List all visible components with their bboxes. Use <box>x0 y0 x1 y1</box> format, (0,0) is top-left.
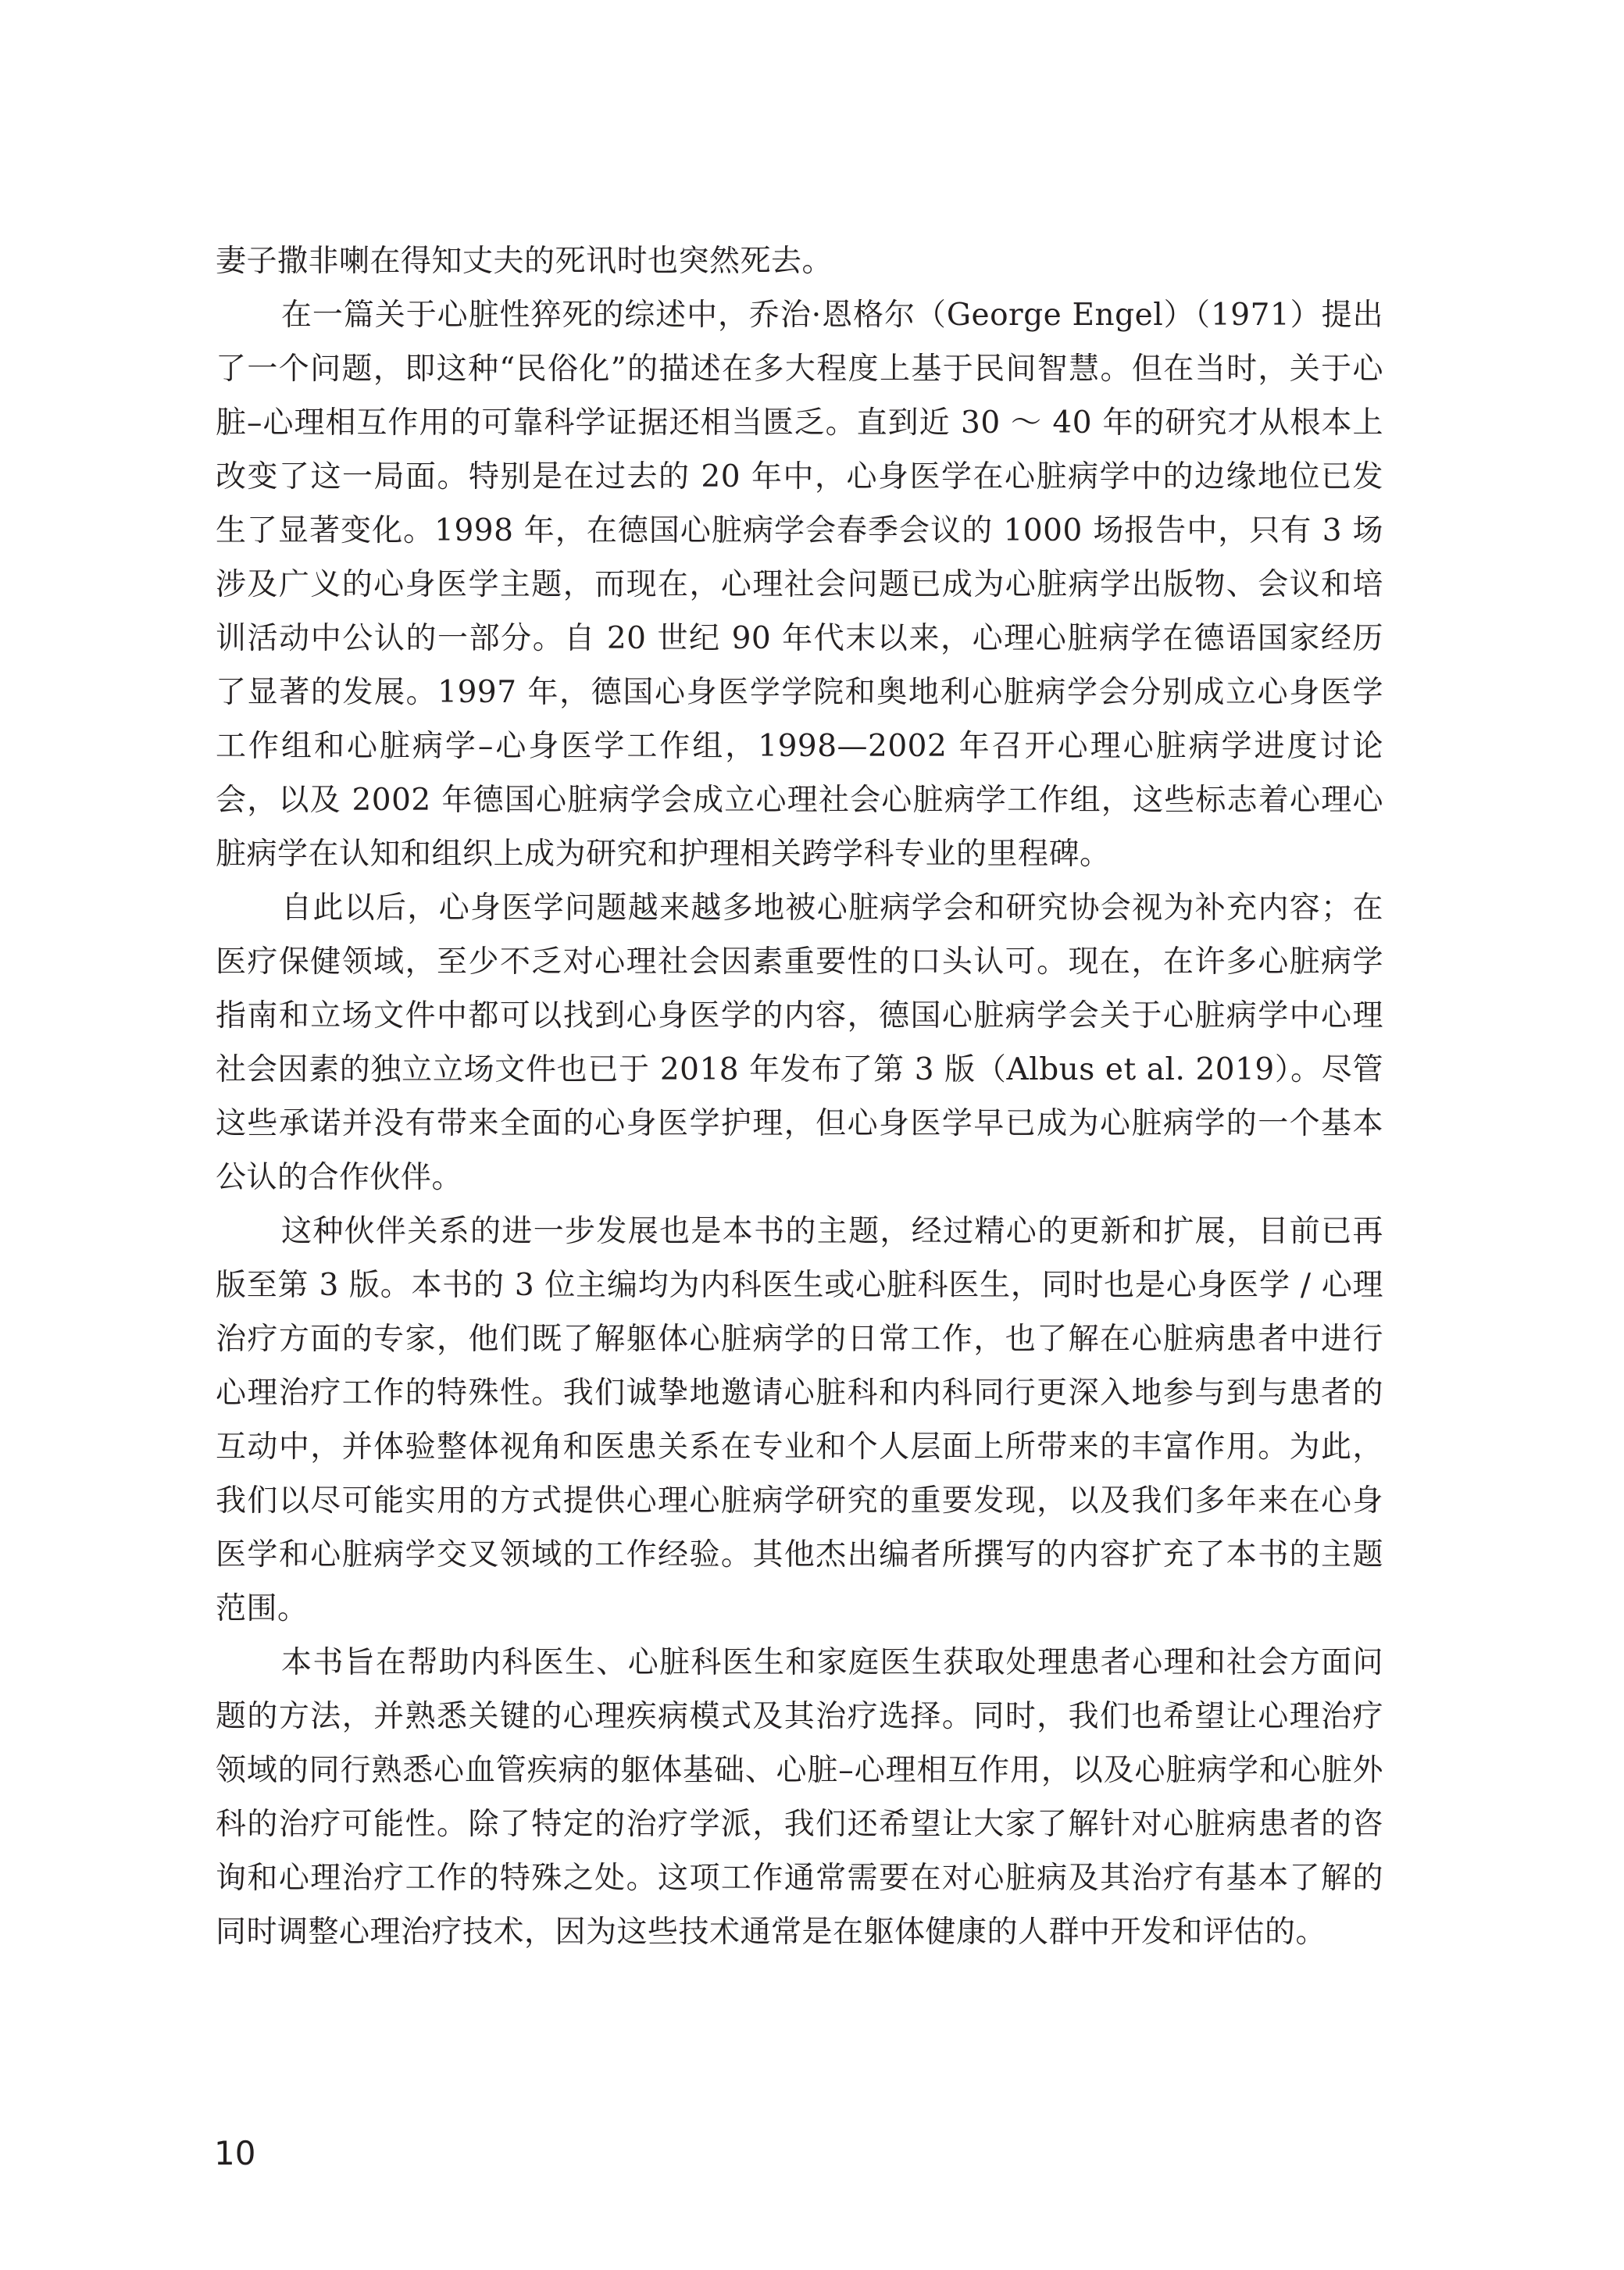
body-text <box>216 234 1383 1959</box>
paragraph-partnership-book-theme: 这种伙伴关系的进一步发展也是本书的主题，经过精心的更新和扩展，目前已再版至第 3 版。本书的 3 位主编均为内科医生或心脏科医生，同时也是心身医学 / 心理治疗方面的专家，他们既了解躯体心脏病学的日常工作，也了解在心脏病患者中进行心理治疗工作的特殊性。我们诚挚地邀请心脏科和内科同行更深入地参与到与患者的互动中，并体验整体视角和医患关系在专业和个人层面上所带来的丰富作用。为此，我们以尽可能实用的方式提供心理心脏病学研究的重要发现，以及我们多年来在心身医学和心脏病学交叉领域的工作经验。其他杰出编者所撰写的内容扩充了本书的主题范围。 <box>216 1214 1383 1626</box>
page-number: 10 <box>214 2134 256 2172</box>
paragraph-continuation: 妻子撒非喇在得知丈夫的死讯时也突然死去。 <box>216 244 833 279</box>
paragraph-psychosomatic-issues: 自此以后，心身医学问题越来越多地被心脏病学会和研究协会视为补充内容；在医疗保健领域，至少不乏对心理社会因素重要性的口头认可。现在，在许多心脏病学指南和立场文件中都可以找到心身医学的内容，德国心脏病学会关于心脏病学中心理社会因素的独立立场文件也已于 2018 年发布了第 3 版（Albus et al. 2019）。尽管这些承诺并没有带来全面的心身医学护理，但心身医学早已成为心脏病学的一个基本公认的合作伙伴。 <box>216 891 1383 1195</box>
paragraph-book-aims: 本书旨在帮助内科医生、心脏科医生和家庭医生获取处理患者心理和社会方面问题的方法，并熟悉关键的心理疾病模式及其治疗选择。同时，我们也希望让心理治疗领域的同行熟悉心血管疾病的躯体基础、心脏–心理相互作用，以及心脏病学和心脏外科的治疗可能性。除了特定的治疗学派，我们还希望让大家了解针对心脏病患者的咨询和心理治疗工作的特殊之处。这项工作通常需要在对心脏病及其治疗有基本了解的同时调整心理治疗技术，因为这些技术通常是在躯体健康的人群中开发和评估的。 <box>216 1645 1383 1950</box>
paragraph-engel-review: 在一篇关于心脏性猝死的综述中，乔治·恩格尔（George Engel）（1971）提出了一个问题，即这种“民俗化”的描述在多大程度上基于民间智慧。但在当时，关于心脏–心理相互作用的可靠科学证据还相当匮乏。直到近 30 ～ 40 年的研究才从根本上改变了这一局面。特别是在过去的 20 年中，心身医学在心脏病学中的边缘地位已发生了显著变化。1998 年，在德国心脏病学会春季会议的 1000 场报告中，只有 3 场涉及广义的心身医学主题，而现在，心理社会问题已成为心脏病学出版物、会议和培训活动中公认的一部分。自 20 世纪 90 年代末以来，心理心脏病学在德语国家经历了显著的发展。1997 年，德国心身医学学院和奥地利心脏病学会分别成立心身医学工作组和心脏病学–心身医学工作组，1998—2002 年召开心理心脏病学进度讨论会，以及 2002 年德国心脏病学会成立心理社会心脏病学工作组，这些标志着心理心脏病学在认知和组织上成为研究和护理相关跨学科专业的里程碑。 <box>216 298 1383 872</box>
